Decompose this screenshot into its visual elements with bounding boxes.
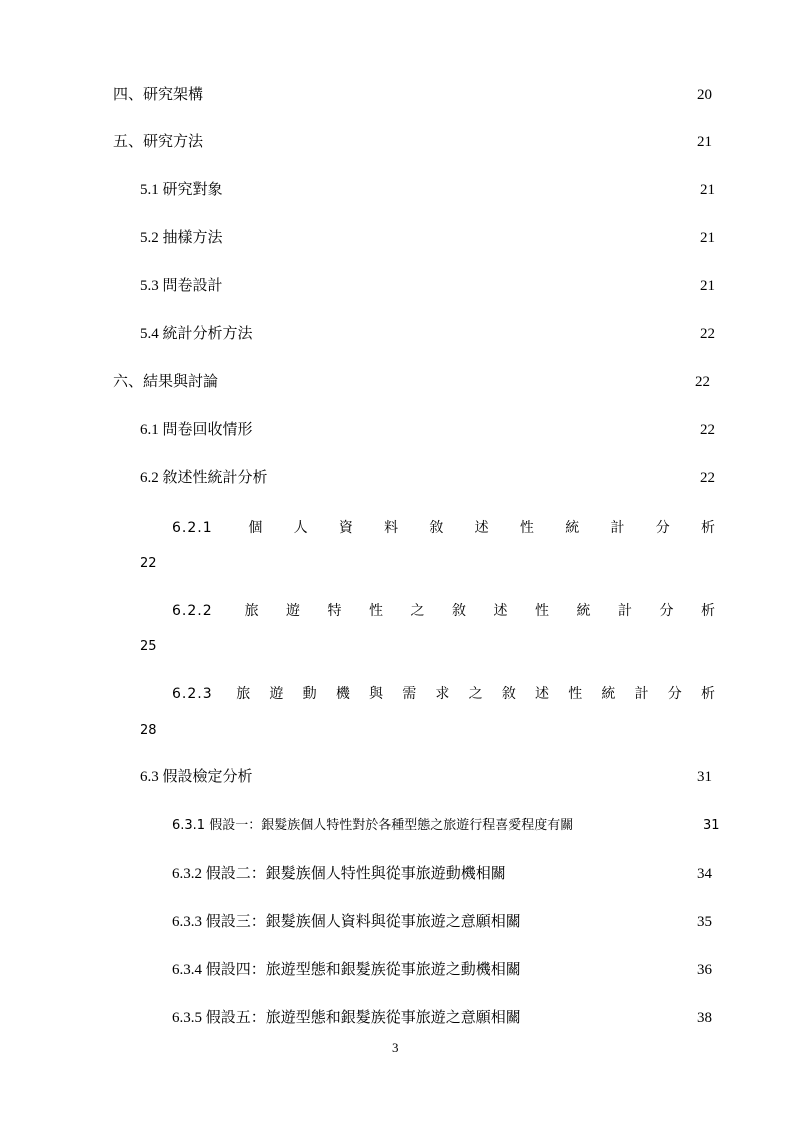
toc-entry-page: 31 (697, 769, 712, 785)
toc-entry-page: 31 (703, 818, 720, 833)
toc-entry-page: 22 (700, 326, 715, 342)
toc-entry-title[interactable]: 四、研究架構 (113, 87, 204, 103)
toc-entry-title[interactable]: 五、研究方法 (113, 134, 204, 150)
toc-entry-page: 36 (697, 962, 712, 978)
toc-entry-page: 28 (140, 723, 157, 738)
toc-entry-title[interactable]: 6.2.2 旅遊特性之敘述性統計分析 (172, 603, 716, 619)
toc-entry-page: 38 (697, 1010, 712, 1026)
toc-entry-page: 21 (697, 134, 712, 150)
toc-entry-page: 22 (695, 374, 710, 390)
toc-entry-page: 35 (697, 914, 712, 930)
toc-entry-title[interactable]: 6.3.4 假設四：旅遊型態和銀髮族從事旅遊之動機相關 (172, 962, 521, 978)
toc-entry-title[interactable]: 6.3.1 假設一：銀髮族個人特性對於各種型態之旅遊行程喜愛程度有關 (172, 818, 574, 833)
page-number: 3 (392, 1040, 399, 1055)
toc-entry-page: 21 (700, 278, 715, 294)
toc-entry-title[interactable]: 6.1 問卷回收情形 (140, 422, 253, 438)
toc-entry-title[interactable]: 6.3.5 假設五：旅遊型態和銀髮族從事旅遊之意願相關 (172, 1010, 521, 1026)
toc-entry-page: 21 (700, 230, 715, 246)
toc-entry-title[interactable]: 5.2 抽樣方法 (140, 230, 223, 246)
toc-entry-page: 34 (697, 866, 712, 882)
toc-entry-page: 20 (697, 87, 712, 103)
toc-entry-title[interactable]: 六、結果與討論 (113, 374, 219, 390)
toc-entry-page: 25 (140, 639, 157, 654)
toc-entry-title[interactable]: 6.3.3 假設三：銀髮族個人資料與從事旅遊之意願相關 (172, 914, 521, 930)
toc-entry-title[interactable]: 6.3 假設檢定分析 (140, 769, 253, 785)
toc-entry-page: 22 (700, 422, 715, 438)
toc-entry-title[interactable]: 5.4 統計分析方法 (140, 326, 253, 342)
toc-entry-page: 21 (700, 182, 715, 198)
toc-entry-title[interactable]: 6.3.2 假設二：銀髮族個人特性與從事旅遊動機相關 (172, 866, 506, 882)
toc-entry-title[interactable]: 6.2 敘述性統計分析 (140, 470, 268, 486)
toc-entry-page: 22 (700, 470, 715, 486)
toc-entry-title[interactable]: 5.3 問卷設計 (140, 278, 223, 294)
toc-entry-title[interactable]: 5.1 研究對象 (140, 182, 223, 198)
toc-entry-page: 22 (140, 556, 157, 571)
toc-entry-title[interactable]: 6.2.1 個人資料敘述性統計分析 (172, 520, 716, 536)
toc-entry-title[interactable]: 6.2.3 旅遊動機與需求之敘述性統計分析 (172, 686, 716, 702)
